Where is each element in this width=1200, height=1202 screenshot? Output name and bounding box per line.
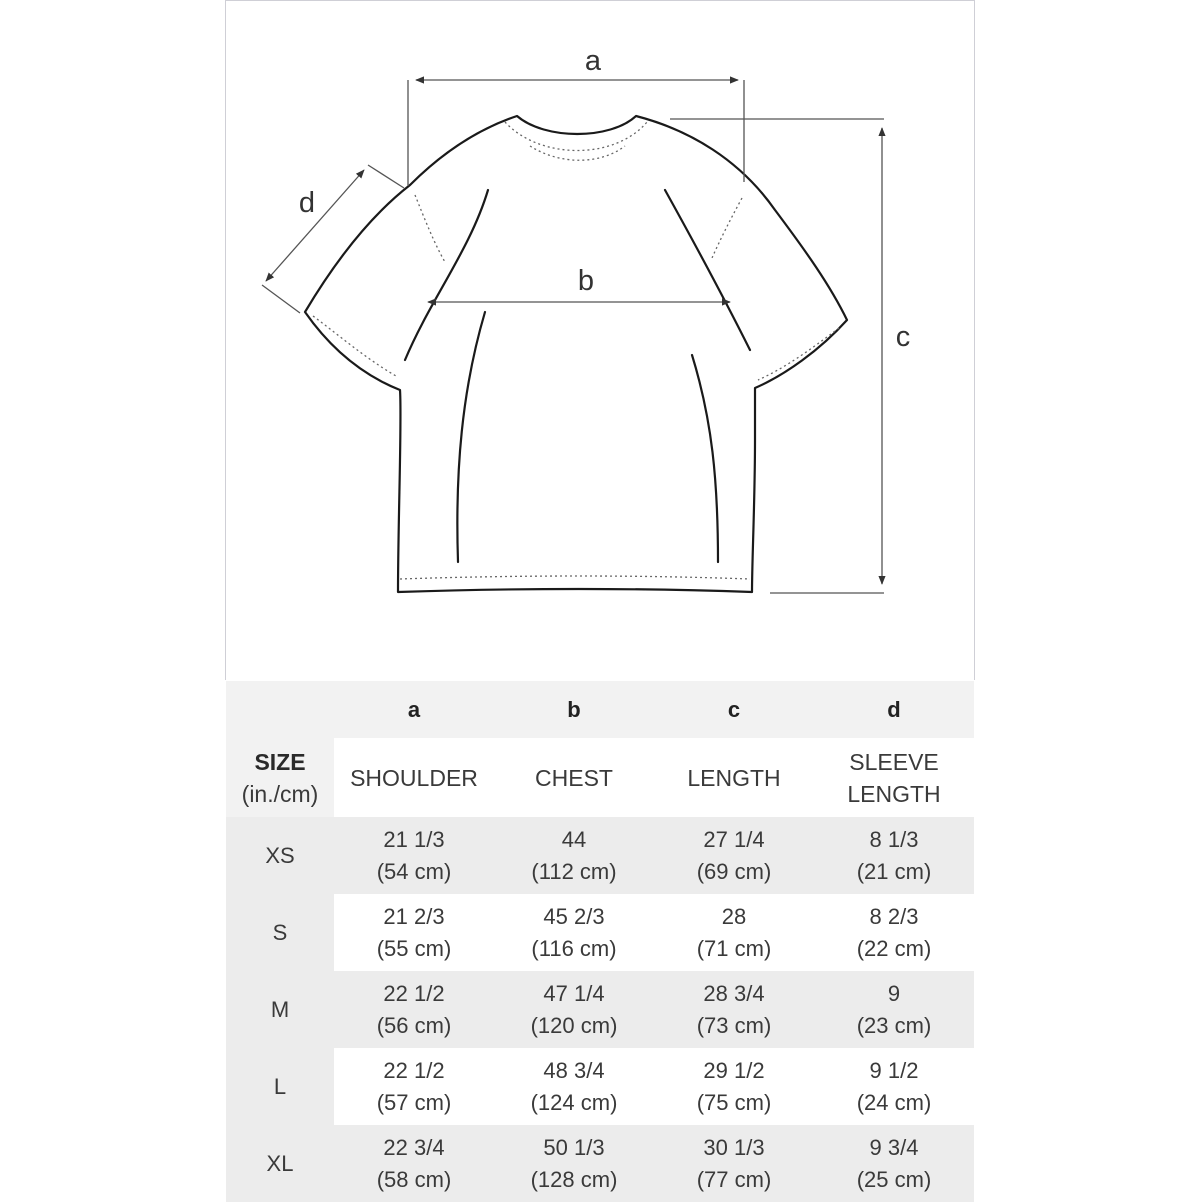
length-cell [654,1048,814,1125]
value-in: 22 3/4 [383,1134,445,1160]
value-cm: (22 cm) [856,935,932,961]
value-cm: (57 cm) [376,1089,452,1115]
header-line: LENGTH [687,764,781,791]
size-header-title: SIZE [254,748,306,775]
value-cm: (54 cm) [376,858,452,884]
value-in: 27 1/4 [703,826,765,852]
value-cm: (56 cm) [376,1012,452,1038]
table-row [226,1125,974,1202]
chest-cell [494,894,654,971]
table-row [226,817,974,894]
value-cm: (58 cm) [376,1166,452,1192]
value-cm: (73 cm) [696,1012,772,1038]
header-length [654,738,814,817]
label-c: c [895,321,911,353]
value-cm: (128 cm) [530,1166,618,1192]
value-in: 45 2/3 [543,903,605,929]
value-cm: (116 cm) [531,935,617,961]
header-chest [494,738,654,817]
value-in: 21 2/3 [383,903,445,929]
size-header-units: (in./cm) [241,780,319,807]
table-row [226,971,974,1048]
value-cm: (24 cm) [856,1089,932,1115]
value-in: 47 1/4 [543,980,605,1006]
value-cm: (21 cm) [856,858,932,884]
header-line: SLEEVE [849,748,939,775]
value-in: 21 1/3 [383,826,445,852]
shoulder-cell [334,1125,494,1202]
size-header-cell [226,738,334,817]
chest-cell [494,1048,654,1125]
size-chart-table [226,681,974,1202]
value-in: 48 3/4 [543,1057,605,1083]
empty-corner-cell [226,681,334,738]
letter-c: c [654,681,814,738]
table-row [226,894,974,971]
value-cm: (55 cm) [376,935,452,961]
chest-cell [494,817,654,894]
value-cm: (75 cm) [696,1089,772,1115]
length-cell [654,817,814,894]
shoulder-cell [334,817,494,894]
header-line: SHOULDER [350,764,478,791]
value-in: 28 3/4 [703,980,765,1006]
size-cell: M [226,971,334,1048]
value-in: 8 1/3 [869,826,919,852]
value-in: 44 [561,826,587,852]
value-in: 9 1/2 [869,1057,919,1083]
measurement-letter-row [226,681,974,738]
shoulder-cell [334,971,494,1048]
header-sleeve-length [814,738,974,817]
value-cm: (25 cm) [856,1166,932,1192]
header-shoulder [334,738,494,817]
measurement-lines [262,80,884,593]
value-in: 50 1/3 [543,1134,605,1160]
size-cell: L [226,1048,334,1125]
letter-d: d [814,681,974,738]
size-cell: S [226,894,334,971]
header-line: LENGTH [847,780,941,807]
letter-a: a [334,681,494,738]
value-in: 29 1/2 [703,1057,765,1083]
value-cm: (112 cm) [531,858,617,884]
length-cell [654,1125,814,1202]
value-in: 28 [721,903,747,929]
label-a: a [584,45,602,77]
chest-cell [494,1125,654,1202]
sleeve-length-cell [814,1125,974,1202]
value-cm: (69 cm) [696,858,772,884]
table-row [226,1048,974,1125]
size-cell: XS [226,817,334,894]
value-cm: (120 cm) [530,1012,618,1038]
chest-cell [494,971,654,1048]
value-in: 9 [887,980,901,1006]
value-in: 22 1/2 [383,980,445,1006]
length-cell [654,971,814,1048]
shoulder-cell [334,1048,494,1125]
sleeve-length-cell [814,1048,974,1125]
label-b: b [577,265,595,297]
sleeve-length-cell [814,894,974,971]
value-cm: (71 cm) [696,935,772,961]
value-cm: (77 cm) [696,1166,772,1192]
size-cell: XL [226,1125,334,1202]
label-d: d [298,187,316,219]
length-cell [654,894,814,971]
column-header-row [226,738,974,817]
value-cm: (23 cm) [856,1012,932,1038]
tshirt-outline [305,116,847,592]
sleeve-length-cell [814,971,974,1048]
letter-b: b [494,681,654,738]
value-in: 22 1/2 [383,1057,445,1083]
sleeve-length-cell [814,817,974,894]
value-cm: (124 cm) [530,1089,618,1115]
header-line: CHEST [535,764,613,791]
value-in: 30 1/3 [703,1134,765,1160]
value-in: 9 3/4 [869,1134,919,1160]
value-in: 8 2/3 [869,903,919,929]
shoulder-cell [334,894,494,971]
